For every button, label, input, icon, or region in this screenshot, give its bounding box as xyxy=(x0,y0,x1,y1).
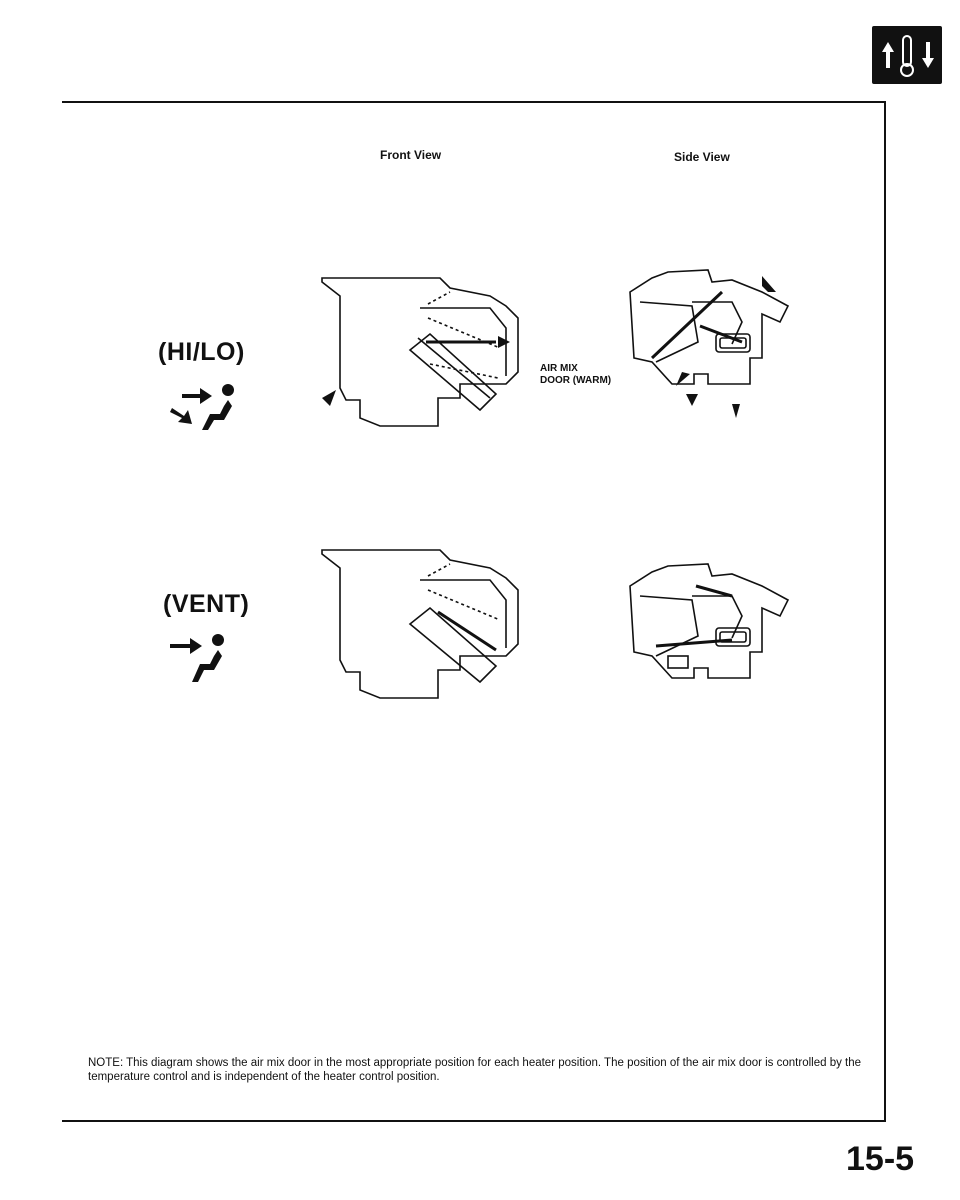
front-view-vent-diagram xyxy=(300,540,540,720)
front-view-label: Front View xyxy=(380,148,442,162)
face-airflow-seat-icon xyxy=(168,624,240,686)
note-text: NOTE: This diagram shows the air mix door in the most appropriate position for each heater position. The position of the air mix door is controlled by the temperature control and is independent of the heater control position. xyxy=(88,1057,862,1083)
callout-line-1: AIR MIX xyxy=(540,363,578,374)
mode-vent-label: (VENT) xyxy=(163,590,250,618)
callout-line-2: DOOR (WARM) xyxy=(540,375,612,386)
floor-and-face-airflow-seat-icon xyxy=(170,372,242,434)
air-mix-door-callout xyxy=(540,363,611,387)
front-view-hilo-diagram xyxy=(300,268,540,448)
right-frame-rule xyxy=(884,101,886,1122)
heater-thermometer-badge-icon xyxy=(872,26,942,84)
bottom-rule xyxy=(62,1120,886,1122)
side-view-label: Side View xyxy=(674,150,730,164)
top-rule xyxy=(62,101,886,103)
page-number: 15-5 xyxy=(846,1140,915,1178)
side-view-hilo-diagram xyxy=(612,262,812,432)
mode-hilo-label: (HI/LO) xyxy=(158,338,245,366)
side-view-vent-diagram xyxy=(612,556,812,726)
